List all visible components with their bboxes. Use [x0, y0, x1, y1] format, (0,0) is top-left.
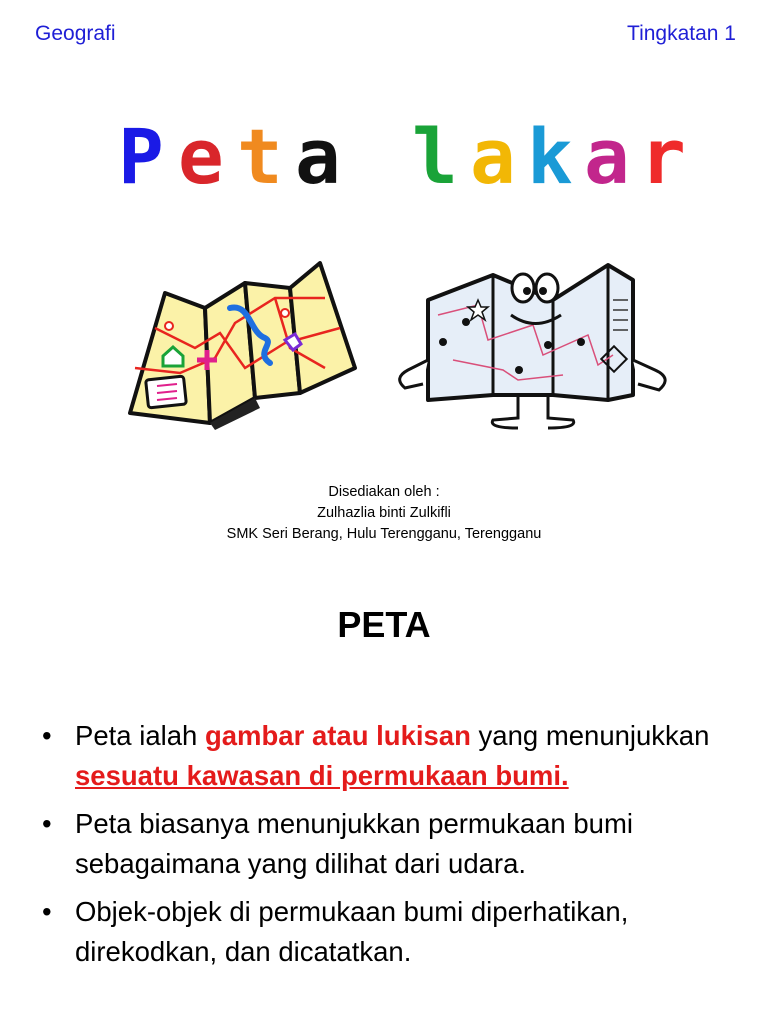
title-letter: a [584, 112, 630, 201]
title-letter: a [470, 112, 516, 201]
title-letter: e [178, 112, 224, 201]
bullet-text: Peta ialah [75, 720, 205, 751]
school-name: SMK Seri Berang, Hulu Terengganu, Terengganu [226, 526, 542, 542]
title-letter: P [118, 112, 164, 201]
title-letter: k [527, 112, 573, 201]
page-title [0, 112, 768, 202]
title-letter: l [412, 112, 458, 201]
highlight-underlined-text: sesuatu kawasan di permukaan bumi. [75, 760, 569, 791]
highlight-text: gambar atau lukisan [204, 720, 471, 751]
title-letter: r [640, 112, 686, 201]
title-letter: t [237, 112, 283, 201]
header-subject: Geografi [35, 22, 116, 45]
author-name: Zulhazlia binti Zulkifli [317, 505, 451, 521]
list-item [40, 716, 740, 796]
header-level: Tingkatan 1 [627, 22, 736, 45]
section-title: PETA [337, 604, 431, 645]
list-item: • Peta biasanya menunjukkan permukaan bumi sebagaimana yang dilihat dari udara. [40, 804, 740, 884]
bullet-text: yang menunjukkan [470, 720, 710, 751]
credits-label: Disediakan oleh : [328, 484, 440, 500]
list-item: • Objek-objek di permukaan bumi diperhatikan, direkodkan, dan dicatatkan. [40, 892, 740, 972]
map-character-icon [383, 260, 683, 435]
bullet-list [40, 716, 740, 980]
folded-map-icon [125, 258, 365, 433]
title-letter: a [295, 112, 341, 201]
credits [0, 482, 768, 545]
